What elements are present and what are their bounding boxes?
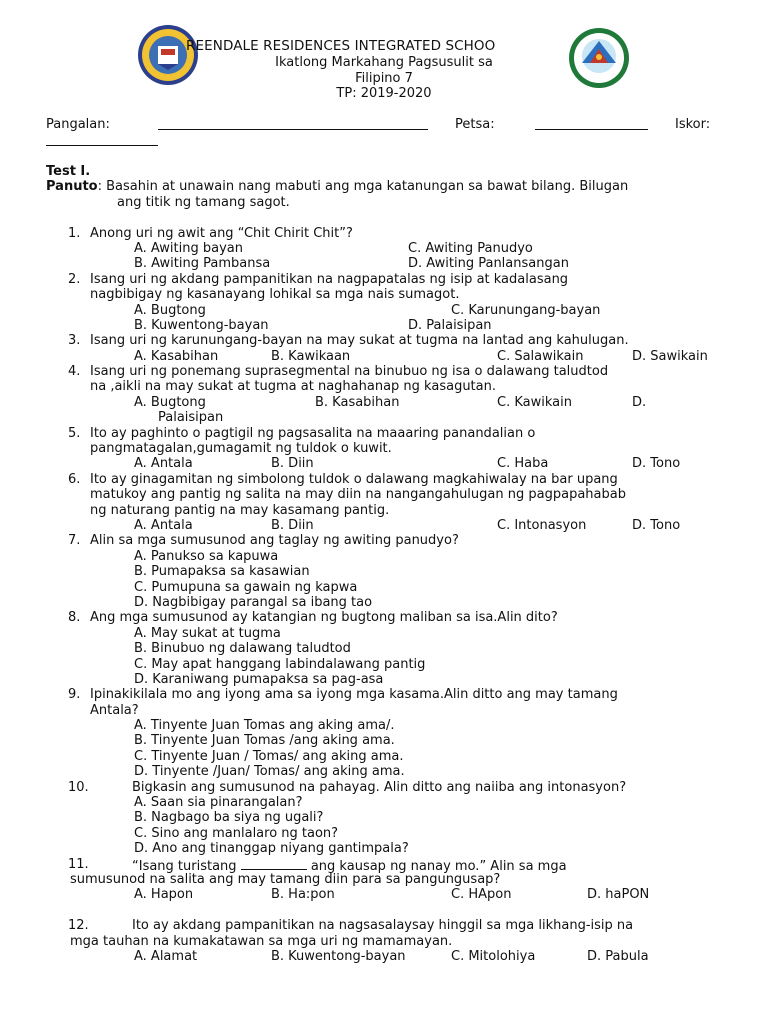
choice-d[interactable]: D. Tono (632, 456, 681, 472)
choice-d[interactable]: D. Ano ang tinanggap niyang gantimpala? (134, 841, 409, 857)
subject-title: Filipino 7 (355, 71, 413, 86)
choice-a[interactable]: A. Antala (134, 456, 193, 472)
choice-a[interactable]: A. Saan sia pinarangalan? (134, 795, 303, 811)
choice-b[interactable]: B. Diin (271, 456, 314, 472)
question-text: Ito ay paghinto o pagtigil ng pagsasalita na maaaring panandalian o (90, 425, 536, 441)
question-text-cont: Antala? (90, 702, 139, 718)
choice-b[interactable]: B. Kuwentong-bayan (271, 948, 406, 964)
choice-c[interactable]: C. Pumupuna sa gawain ng kapwa (134, 579, 358, 595)
choice-b[interactable]: B. Pumapaksa sa kasawian (134, 564, 310, 580)
date-blank[interactable] (535, 117, 648, 130)
choice-c[interactable]: C. May apat hanggang labindalawang pantig (134, 656, 426, 672)
question-11 (46, 857, 736, 872)
question-6 (46, 472, 736, 487)
question-text: “Isang turistang (132, 858, 237, 874)
test-title: Test I. (46, 164, 91, 179)
choice-b[interactable]: B. Tinyente Juan Tomas /ang aking ama. (134, 733, 395, 749)
question-text: ang kausap ng nanay mo.” Alin sa mga (310, 858, 567, 874)
choice-a[interactable]: A. Awiting bayan (134, 240, 243, 256)
question-number: 5. (68, 425, 81, 441)
test-content (46, 164, 736, 964)
question-number: 10. (68, 779, 89, 795)
choice-c[interactable]: C. Intonasyon (497, 517, 587, 533)
choice-d-text[interactable]: Palaisipan (158, 410, 224, 426)
question-text: Ipinakikilala mo ang iyong ama sa iyong mga kasama.Alin ditto ang may tamang (90, 687, 618, 703)
choice-d[interactable]: D. (632, 394, 647, 410)
choice-a[interactable]: A. Bugtong (134, 302, 206, 318)
choice-a[interactable]: A. Kasabihan (134, 348, 219, 364)
answer-blank[interactable] (241, 857, 307, 870)
instruction-text: : Basahin at unawain nang mabuti ang mga katanungan sa bawat bilang. Bilugan (97, 179, 629, 195)
question-number: 6. (68, 471, 81, 487)
choice-d[interactable]: D. Palaisipan (408, 317, 492, 333)
question-number: 7. (68, 533, 81, 549)
school-name: REENDALE RESIDENCES INTEGRATED SCHOO (186, 39, 496, 54)
choice-d[interactable]: D. haPON (587, 887, 650, 903)
name-label: Pangalan: (46, 117, 110, 132)
question-7 (46, 533, 736, 548)
choice-d[interactable]: D. Karaniwang pumapaksa sa pag-asa (134, 671, 384, 687)
question-12 (46, 918, 736, 933)
question-5 (46, 426, 736, 441)
question-4 (46, 364, 736, 379)
choice-c[interactable]: C. Kawikain (497, 394, 572, 410)
question-text-cont: nagbibigay ng kasanayang lohikal sa mga nais sumagot. (90, 287, 460, 303)
score-blank[interactable] (46, 133, 158, 146)
question-number: 3. (68, 333, 81, 349)
question-10 (46, 780, 736, 795)
choice-c[interactable]: C. Karunungang-bayan (451, 302, 601, 318)
question-number: 2. (68, 271, 81, 287)
choice-a[interactable]: A. Bugtong (134, 394, 206, 410)
question-number: 1. (68, 225, 81, 241)
question-text: Isang uri ng akdang pampanitikan na nagpapatalas ng isip at kadalasang (90, 271, 569, 287)
choice-a[interactable]: A. Antala (134, 517, 193, 533)
question-text: Alin sa mga sumusunod ang taglay ng awiting panudyo? (90, 533, 459, 549)
question-text-cont: mga tauhan na kumakatawan sa mga uri ng mamamayan. (70, 933, 453, 949)
question-text: Isang uri ng karunungang-bayan na may sukat at tugma na lantad ang kahulugan. (90, 333, 629, 349)
question-text: Anong uri ng awit ang “Chit Chirit Chit”? (90, 225, 353, 241)
question-text-cont: pangmatagalan,gumagamit ng tuldok o kuwit. (90, 441, 392, 457)
choice-a[interactable]: A. Panukso sa kapuwa (134, 548, 279, 564)
date-label: Petsa: (455, 117, 495, 132)
choice-a[interactable]: A. Alamat (134, 948, 198, 964)
question-number: 12. (68, 918, 89, 934)
question-3 (46, 333, 736, 348)
choice-c[interactable]: C. Sino ang manlalaro ng taon? (134, 825, 339, 841)
choice-b[interactable]: B. Kuwentong-bayan (134, 317, 269, 333)
question-text: Ito ay akdang pampanitikan na nagsasalaysay hinggil sa mga likhang-isip na (132, 918, 634, 934)
choice-c[interactable]: C. Tinyente Juan / Tomas/ ang aking ama. (134, 748, 404, 764)
question-text: Isang uri ng ponemang suprasegmental na binubuo ng isa o dalawang taludtod (90, 364, 609, 380)
instruction-label: Panuto (46, 179, 98, 195)
question-text-cont: na ,aikli na may sukat at tugma at naghahanap ng kasagutan. (90, 379, 496, 395)
choice-b[interactable]: B. Nagbago ba siya ng ugali? (134, 810, 324, 826)
question-number: 8. (68, 610, 81, 626)
choice-b[interactable]: B. Kasabihan (315, 394, 400, 410)
exam-title: Ikatlong Markahang Pagsusulit sa (275, 55, 493, 70)
question-text-cont: ng naturang pantig na may kasamang pantig. (90, 502, 390, 518)
question-text: Ang mga sumusunod ay katangian ng bugtong maliban sa isa.Alin dito? (90, 610, 558, 626)
question-number: 4. (68, 364, 81, 380)
choice-b[interactable]: B. Diin (271, 517, 314, 533)
choice-a[interactable]: A. May sukat at tugma (134, 625, 281, 641)
choice-b[interactable]: B. Binubuo ng dalawang taludtod (134, 641, 351, 657)
choice-d[interactable]: D. Nagbibigay parangal sa ibang tao (134, 594, 373, 610)
question-2 (46, 272, 736, 287)
instruction-text-cont: ang titik ng tamang sagot. (117, 194, 290, 210)
choice-c[interactable]: C. Awiting Panudyo (408, 240, 533, 256)
choice-b[interactable]: B. Ha:pon (271, 887, 335, 903)
choice-c[interactable]: C. Mitolohiya (451, 948, 536, 964)
choice-c[interactable]: C. Salawikain (497, 348, 584, 364)
choice-c[interactable]: C. HApon (451, 887, 512, 903)
choice-d[interactable]: D. Sawikain (632, 348, 708, 364)
school-year: TP: 2019-2020 (336, 86, 432, 101)
choice-b[interactable]: B. Kawikaan (271, 348, 351, 364)
choice-d[interactable]: D. Awiting Panlansangan (408, 256, 569, 272)
score-label: Iskor: (675, 117, 711, 132)
choice-a[interactable]: A. Tinyente Juan Tomas ang aking ama/. (134, 718, 395, 734)
question-8 (46, 610, 736, 625)
choice-d[interactable]: D. Pabula (587, 948, 649, 964)
question-text-cont: matukoy ang pantig ng salita na may diin na nangangahulugan ng pagpapahabab (90, 487, 626, 503)
name-blank[interactable] (158, 117, 428, 130)
question-number: 9. (68, 687, 81, 703)
question-text: Bigkasin ang sumusunod na pahayag. Alin ditto ang naiiba ang intonasyon? (132, 779, 627, 795)
question-text-cont: sumusunod na salita ang may tamang diin para sa pangungusap? (70, 871, 501, 887)
question-text: Ito ay ginagamitan ng simbolong tuldok o dalawang magkahiwalay na bar upang (90, 471, 618, 487)
choice-b[interactable]: B. Awiting Pambansa (134, 256, 271, 272)
choice-d[interactable]: D. Tinyente /Juan/ Tomas/ ang aking ama. (134, 764, 405, 780)
question-9 (46, 687, 736, 702)
question-number: 11. (68, 856, 89, 872)
choice-a[interactable]: A. Hapon (134, 887, 194, 903)
choice-d[interactable]: D. Tono (632, 517, 681, 533)
choice-c[interactable]: C. Haba (497, 456, 549, 472)
question-1 (46, 226, 736, 241)
